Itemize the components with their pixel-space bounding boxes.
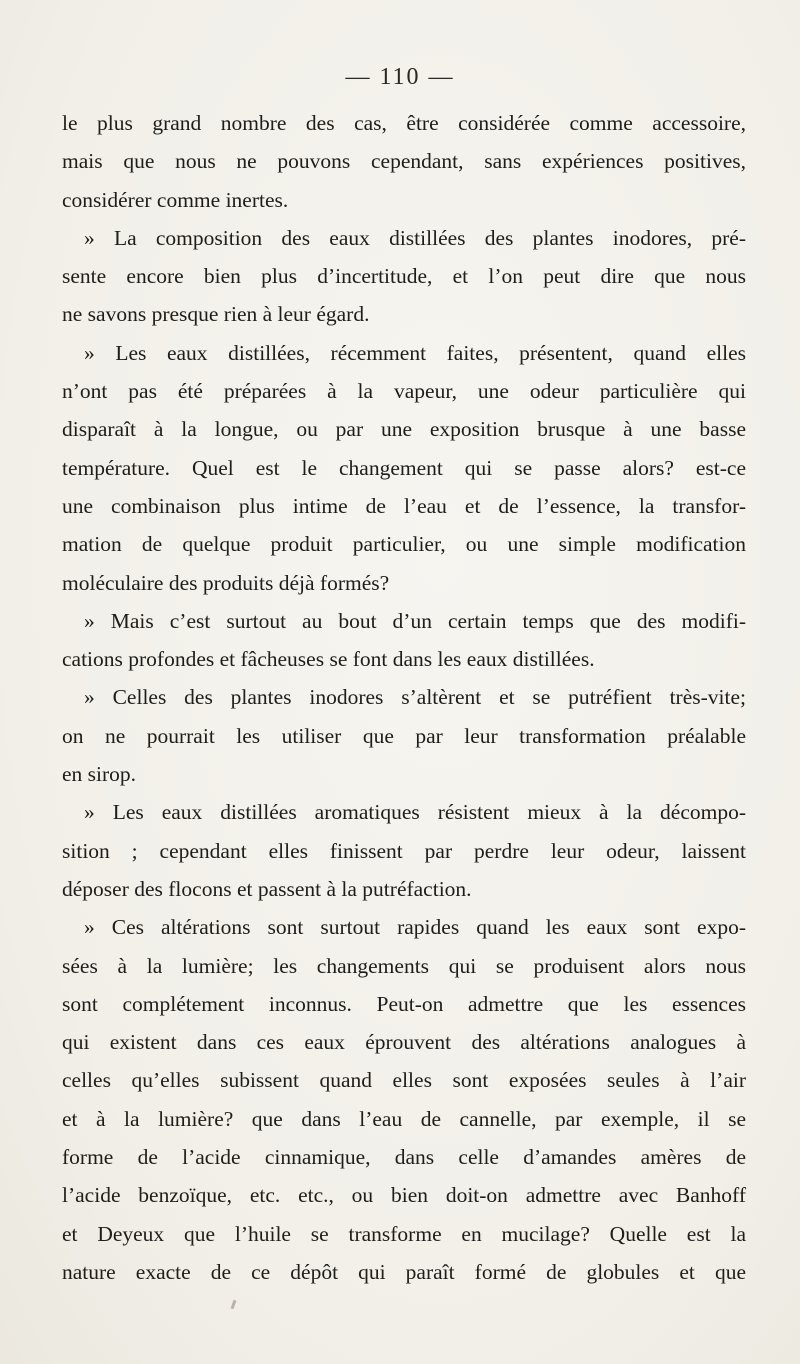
text-line: déposer des flocons et passent à la putréfaction. [62,876,472,901]
text-line: » Les eaux distillées, récemment faites, présentent, quand elles [84,340,746,365]
text-line: » La composition des eaux distillées des plantes inodores, pré- [84,225,746,250]
text-line: forme de l’acide cinnamique, dans celle d’amandes amères de [62,1145,746,1170]
text-line: on ne pourrait les utiliser que par leur transformation préalable [62,723,746,748]
text-line: nature exacte de ce dépôt qui paraît formé de globules et que [62,1259,746,1284]
text-line: disparaît à la longue, ou par une exposition brusque à une basse [62,417,746,442]
text-line: qui existent dans ces eaux éprouvent des altérations analogues à [62,1030,746,1055]
text-line: l’acide benzoïque, etc. etc., ou bien doit-on admettre avec Banhoff [62,1183,746,1208]
text-line: celles qu’elles subissent quand elles sont exposées seules à l’air [62,1068,746,1093]
text-line: en sirop. [62,762,137,787]
paper-speck [231,1300,237,1309]
text-line: » Les eaux distillées aromatiques résistent mieux à la décompo- [84,800,746,825]
body-text [62,104,746,1291]
text-line: ne savons presque rien à leur égard. [62,302,370,327]
text-line: cations profondes et fâcheuses se font dans les eaux distillées. [62,647,595,672]
text-line: mais que nous ne pouvons cependant, sans expériences positives, [62,149,746,174]
text-line: » Mais c’est surtout au bout d’un certain temps que des modifi- [84,608,746,633]
text-line: sition ; cependant elles finissent par perdre leur odeur, laissent [62,838,746,863]
text-line: moléculaire des produits déjà formés? [62,570,390,595]
text-line: mation de quelque produit particulier, ou une simple modification [62,532,746,557]
text-line: considérer comme inertes. [62,187,289,212]
text-line: température. Quel est le changement qui se passe alors? est-ce [62,455,746,480]
text-line: » Celles des plantes inodores s’altèrent et se putréfient très-vite; [84,685,746,710]
text-line: et à la lumière? que dans l’eau de cannelle, par exemple, il se [62,1106,746,1131]
page-number-header: — 110 — [345,64,455,90]
text-line: sente encore bien plus d’incertitude, et l’on peut dire que nous [62,264,746,289]
text-line: » Ces altérations sont surtout rapides quand les eaux sont expo- [84,915,746,940]
text-line: sées à la lumière; les changements qui se produisent alors nous [62,953,746,978]
text-line: sont complétement inconnus. Peut-on admettre que les essences [62,991,746,1016]
text-line: le plus grand nombre des cas, être considérée comme accessoire, [62,111,746,135]
text-line: et Deyeux que l’huile se transforme en mucilage? Quelle est la [62,1221,746,1246]
text-line: une combinaison plus intime de l’eau et de l’essence, la transfor- [62,493,746,518]
text-line: n’ont pas été préparées à la vapeur, une odeur particulière qui [62,379,746,404]
